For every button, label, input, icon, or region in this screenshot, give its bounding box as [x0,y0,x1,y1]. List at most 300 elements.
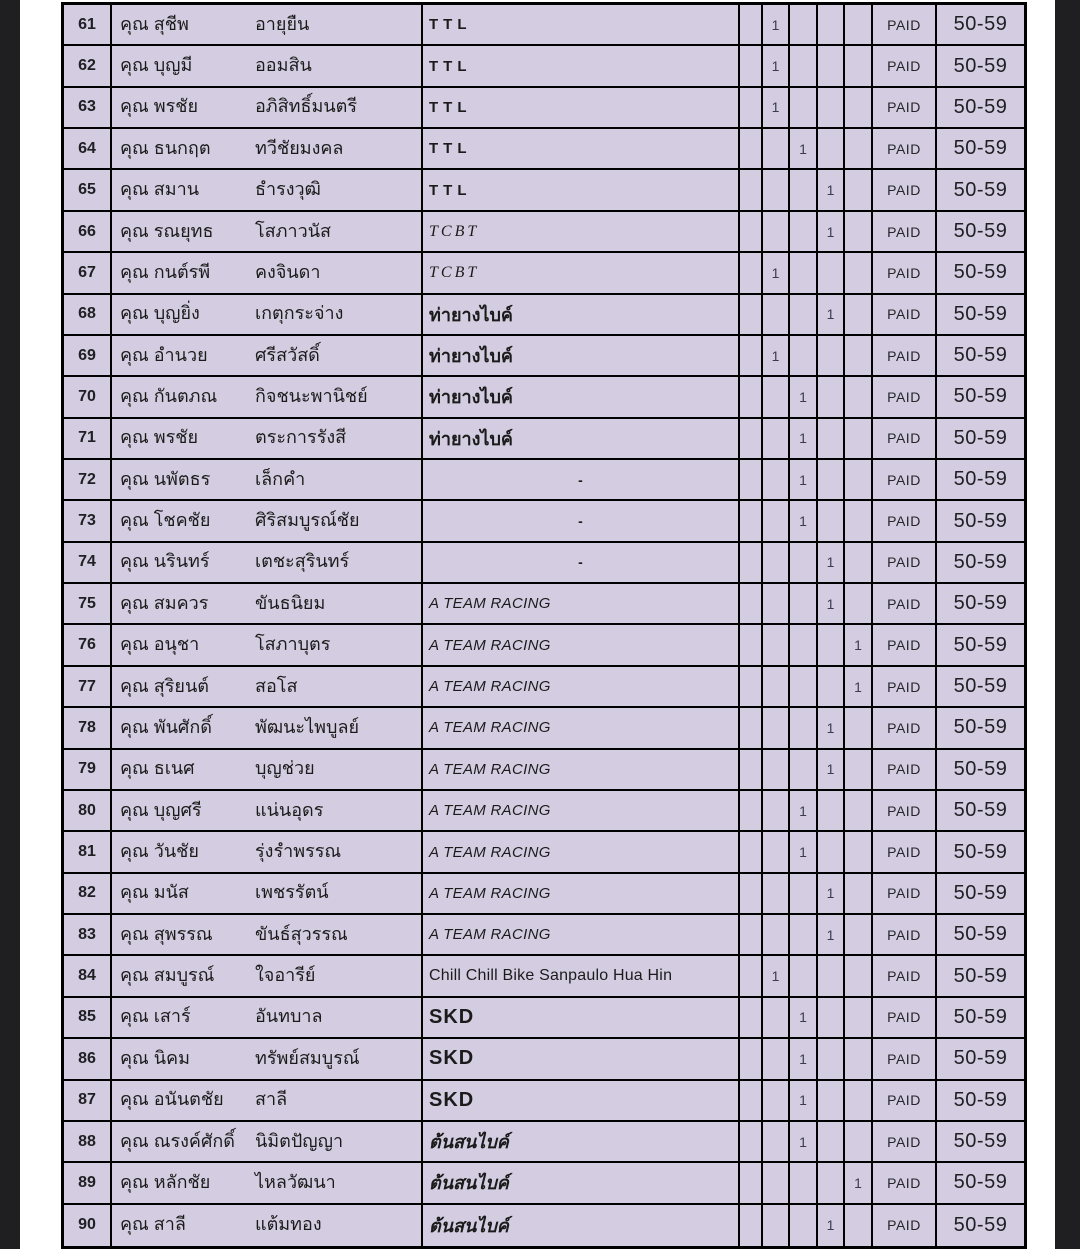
tick-cell [740,874,763,915]
tick-cell: 1 [763,336,790,377]
tick-cell [763,1039,790,1080]
last-name: ตระการรังสี [255,427,347,448]
tick-cell [740,708,763,749]
row-number-cell: 73 [64,501,112,542]
last-name: อันทบาล [255,1006,323,1027]
name-cell [112,915,423,956]
first-name: คุณ สมบูรณ์ [120,965,215,986]
age-group-cell: 50-59 [937,708,1024,749]
name-cell [112,253,423,294]
team-name-cell: A TEAM RACING [423,791,740,832]
paid-cell: PAID [873,956,937,997]
team-name-cell: TTL [423,129,740,170]
tick-cell [763,543,790,584]
age-group-cell: 50-59 [937,1205,1024,1246]
tick-cell: 1 [763,253,790,294]
tick-cell: 1 [845,667,873,708]
tick-cell [740,1039,763,1080]
tick-cell [818,419,845,460]
name-cell [112,501,423,542]
row-number-cell: 79 [64,750,112,791]
tick-cell [845,377,873,418]
tick-cell [790,667,818,708]
age-group-cell: 50-59 [937,419,1024,460]
first-name: คุณ อนุชา [120,634,200,655]
tick-cell [763,501,790,542]
first-name: คุณ วันชัย [120,841,199,862]
age-group-cell: 50-59 [937,667,1024,708]
first-name: คุณ กนต์รพี [120,261,211,282]
paid-cell: PAID [873,584,937,625]
last-name: เล็กคำ [255,468,306,489]
team-name-cell: A TEAM RACING [423,874,740,915]
tick-cell [818,1039,845,1080]
row-number-cell: 69 [64,336,112,377]
first-name: คุณ นิคม [120,1047,190,1068]
age-group-cell: 50-59 [937,5,1024,46]
tick-cell [740,501,763,542]
tick-cell [763,1163,790,1204]
tick-cell [763,377,790,418]
tick-cell [763,129,790,170]
tick-cell: 1 [818,750,845,791]
team-name-cell: A TEAM RACING [423,915,740,956]
last-name: อภิสิทธิ์มนตรี [255,96,358,117]
first-name: คุณ ณรงค์ศักดิ์ [120,1130,235,1151]
age-group-cell: 50-59 [937,1039,1024,1080]
tick-cell [763,915,790,956]
age-group-cell: 50-59 [937,832,1024,873]
tick-cell [818,1081,845,1122]
age-group-cell: 50-59 [937,874,1024,915]
tick-cell: 1 [845,625,873,666]
first-name: คุณ เสาร์ [120,1006,191,1027]
paid-cell: PAID [873,46,937,87]
name-cell [112,1122,423,1163]
tick-cell [763,667,790,708]
last-name: นิมิตปัญญา [255,1130,344,1151]
tick-cell: 1 [818,212,845,253]
age-group-cell: 50-59 [937,170,1024,211]
tick-cell [740,295,763,336]
paid-cell: PAID [873,998,937,1039]
tick-cell [740,170,763,211]
tick-cell [845,295,873,336]
name-cell [112,460,423,501]
tick-cell [763,170,790,211]
tick-cell [763,460,790,501]
first-name: คุณ พันศักดิ์ [120,717,212,738]
row-number-cell: 86 [64,1039,112,1080]
registration-table [61,2,1027,1249]
paid-cell: PAID [873,1122,937,1163]
team-name-cell: SKD [423,998,740,1039]
name-cell [112,708,423,749]
first-name: คุณ สุริยนต์ [120,675,209,696]
last-name: เตชะสุรินทร์ [255,551,350,572]
age-group-cell: 50-59 [937,1081,1024,1122]
tick-cell: 1 [790,1039,818,1080]
row-number-cell: 77 [64,667,112,708]
first-name: คุณ ธเนศ [120,758,195,779]
tick-cell [818,832,845,873]
row-number-cell: 82 [64,874,112,915]
tick-cell [740,336,763,377]
tick-cell [845,253,873,294]
tick-cell [740,832,763,873]
first-name: คุณ นรินทร์ [120,551,210,572]
tick-cell [763,1205,790,1246]
tick-cell [763,1081,790,1122]
tick-cell [790,915,818,956]
name-cell [112,212,423,253]
last-name: กิจชนะพานิชย์ [255,386,368,407]
tick-cell [763,295,790,336]
team-name-cell: ต้นสนไบค์ [423,1122,740,1163]
tick-cell [818,998,845,1039]
name-cell [112,295,423,336]
age-group-cell: 50-59 [937,295,1024,336]
tick-cell [763,212,790,253]
last-name: ศรีสวัสดิ์ [255,344,320,365]
team-name-cell: - [423,460,740,501]
tick-cell [845,1122,873,1163]
tick-cell [845,501,873,542]
row-number-cell: 76 [64,625,112,666]
paid-cell: PAID [873,791,937,832]
tick-cell [790,1163,818,1204]
age-group-cell: 50-59 [937,791,1024,832]
tick-cell [740,998,763,1039]
team-name-cell: ท่ายางไบค์ [423,377,740,418]
team-name-cell: SKD [423,1081,740,1122]
tick-cell [818,791,845,832]
name-cell [112,1039,423,1080]
tick-cell [790,212,818,253]
team-name-cell: ท่ายางไบค์ [423,336,740,377]
tick-cell [763,998,790,1039]
paid-cell: PAID [873,501,937,542]
last-name: สาลี [255,1089,288,1110]
tick-cell [845,874,873,915]
tick-cell [818,336,845,377]
first-name: คุณ สมาน [120,179,200,200]
paid-cell: PAID [873,832,937,873]
tick-cell [740,1081,763,1122]
name-cell [112,750,423,791]
paid-cell: PAID [873,253,937,294]
tick-cell [818,46,845,87]
row-number-cell: 75 [64,584,112,625]
name-cell [112,377,423,418]
team-name-cell: TCBT [423,212,740,253]
tick-cell [740,543,763,584]
first-name: คุณ อนันตชัย [120,1089,224,1110]
tick-cell [790,543,818,584]
team-name-cell: TCBT [423,253,740,294]
tick-cell [790,46,818,87]
tick-cell [740,750,763,791]
right-letterbox [1055,0,1080,1249]
last-name: ทวีชัยมงคล [255,137,344,158]
last-name: ขันธ์สุวรรณ [255,923,348,944]
tick-cell [763,419,790,460]
team-name-cell: ท่ายางไบค์ [423,295,740,336]
paid-cell: PAID [873,874,937,915]
paid-cell: PAID [873,750,937,791]
name-cell [112,832,423,873]
paid-cell: PAID [873,212,937,253]
age-group-cell: 50-59 [937,998,1024,1039]
tick-cell [740,377,763,418]
team-name-cell: A TEAM RACING [423,708,740,749]
paid-cell: PAID [873,88,937,129]
last-name: แต้มทอง [255,1214,322,1235]
team-name-cell: ต้นสนไบค์ [423,1205,740,1246]
name-cell [112,419,423,460]
paid-cell: PAID [873,5,937,46]
age-group-cell: 50-59 [937,956,1024,997]
age-group-cell: 50-59 [937,336,1024,377]
tick-cell [845,129,873,170]
first-name: คุณ อำนวย [120,344,208,365]
age-group-cell: 50-59 [937,460,1024,501]
tick-cell [818,129,845,170]
name-cell [112,1205,423,1246]
paid-cell: PAID [873,336,937,377]
team-name-cell: Chill Chill Bike Sanpaulo Hua Hin [423,956,740,997]
tick-cell [845,998,873,1039]
tick-cell: 1 [763,46,790,87]
tick-cell: 1 [818,1205,845,1246]
last-name: พัฒนะไพบูลย์ [255,717,360,738]
tick-cell [763,584,790,625]
age-group-cell: 50-59 [937,501,1024,542]
tick-cell: 1 [818,915,845,956]
row-number-cell: 88 [64,1122,112,1163]
tick-cell [763,750,790,791]
tick-cell: 1 [790,832,818,873]
tick-cell [790,956,818,997]
row-number-cell: 70 [64,377,112,418]
tick-cell [763,874,790,915]
last-name: ทรัพย์สมบูรณ์ [255,1047,360,1068]
name-cell [112,1081,423,1122]
tick-cell [740,584,763,625]
team-name-cell: SKD [423,1039,740,1080]
last-name: ใจอารีย์ [255,965,316,986]
row-number-cell: 87 [64,1081,112,1122]
last-name: โสภาบุตร [255,634,331,655]
name-cell [112,1163,423,1204]
last-name: โสภาวนัส [255,220,332,241]
row-number-cell: 61 [64,5,112,46]
paid-cell: PAID [873,915,937,956]
tick-cell: 1 [818,708,845,749]
tick-cell [845,419,873,460]
tick-cell [818,625,845,666]
tick-cell: 1 [790,419,818,460]
name-cell [112,667,423,708]
first-name: คุณ สาลี [120,1214,186,1235]
last-name: คงจินดา [255,261,321,282]
tick-cell [818,377,845,418]
tick-cell [845,791,873,832]
row-number-cell: 83 [64,915,112,956]
team-name-cell: TTL [423,88,740,129]
tick-cell: 1 [790,1122,818,1163]
first-name: คุณ นพัตธร [120,468,211,489]
tick-cell [740,129,763,170]
team-name-cell: TTL [423,5,740,46]
tick-cell [740,1205,763,1246]
team-name-cell: ต้นสนไบค์ [423,1163,740,1204]
tick-cell: 1 [818,584,845,625]
first-name: คุณ หลักชัย [120,1172,211,1193]
tick-cell [845,170,873,211]
name-cell [112,791,423,832]
tick-cell [790,88,818,129]
age-group-cell: 50-59 [937,88,1024,129]
tick-cell [845,708,873,749]
name-cell [112,956,423,997]
name-cell [112,46,423,87]
row-number-cell: 84 [64,956,112,997]
tick-cell [740,667,763,708]
tick-cell [740,915,763,956]
paid-cell: PAID [873,667,937,708]
age-group-cell: 50-59 [937,750,1024,791]
last-name: แน่นอุดร [255,799,324,820]
last-name: ศิริสมบูรณ์ชัย [255,510,360,531]
first-name: คุณ พรชัย [120,427,199,448]
row-number-cell: 65 [64,170,112,211]
last-name: บุญช่วย [255,758,315,779]
last-name: เกตุกระจ่าง [255,303,344,324]
tick-cell: 1 [845,1163,873,1204]
first-name: คุณ สุพรรณ [120,923,213,944]
tick-cell [740,46,763,87]
tick-cell [845,1039,873,1080]
tick-cell: 1 [790,377,818,418]
row-number-cell: 63 [64,88,112,129]
first-name: คุณ มนัส [120,882,189,903]
row-number-cell: 90 [64,1205,112,1246]
last-name: ไหลวัฒนา [255,1172,336,1193]
tick-cell [818,501,845,542]
row-number-cell: 71 [64,419,112,460]
tick-cell: 1 [790,501,818,542]
age-group-cell: 50-59 [937,625,1024,666]
tick-cell [845,460,873,501]
tick-cell: 1 [818,874,845,915]
paid-cell: PAID [873,295,937,336]
last-name: ขันธนิยม [255,592,326,613]
row-number-cell: 81 [64,832,112,873]
age-group-cell: 50-59 [937,377,1024,418]
age-group-cell: 50-59 [937,543,1024,584]
tick-cell [790,874,818,915]
first-name: คุณ โชคชัย [120,510,211,531]
tick-cell [845,5,873,46]
paid-cell: PAID [873,1205,937,1246]
tick-cell [740,956,763,997]
tick-cell [790,750,818,791]
age-group-cell: 50-59 [937,1163,1024,1204]
paid-cell: PAID [873,543,937,584]
paid-cell: PAID [873,1039,937,1080]
last-name: เพชรรัตน์ [255,882,329,903]
age-group-cell: 50-59 [937,46,1024,87]
tick-cell [763,708,790,749]
tick-cell [845,750,873,791]
tick-cell: 1 [763,5,790,46]
name-cell [112,584,423,625]
tick-cell [763,625,790,666]
tick-cell [818,253,845,294]
paid-cell: PAID [873,419,937,460]
row-number-cell: 89 [64,1163,112,1204]
tick-cell: 1 [790,460,818,501]
tick-cell [845,543,873,584]
left-letterbox [0,0,20,1249]
tick-cell [763,791,790,832]
age-group-cell: 50-59 [937,253,1024,294]
last-name: รุ่งรำพรรณ [255,841,342,862]
tick-cell [790,336,818,377]
row-number-cell: 80 [64,791,112,832]
first-name: คุณ สมควร [120,592,209,613]
tick-cell [740,5,763,46]
tick-cell [790,295,818,336]
tick-cell [845,915,873,956]
tick-cell [740,460,763,501]
tick-cell: 1 [818,543,845,584]
first-name: คุณ บุญมี [120,55,193,76]
tick-cell [845,46,873,87]
tick-cell: 1 [763,956,790,997]
team-name-cell: A TEAM RACING [423,750,740,791]
first-name: คุณ พรชัย [120,96,199,117]
tick-cell [740,791,763,832]
tick-cell [790,170,818,211]
row-number-cell: 85 [64,998,112,1039]
team-name-cell: - [423,543,740,584]
tick-cell [740,1163,763,1204]
tick-cell [790,625,818,666]
tick-cell [845,88,873,129]
tick-cell: 1 [790,129,818,170]
tick-cell [740,253,763,294]
tick-cell [790,708,818,749]
tick-cell [818,5,845,46]
tick-cell [845,1081,873,1122]
last-name: อายุยืน [255,13,310,34]
row-number-cell: 74 [64,543,112,584]
team-name-cell: A TEAM RACING [423,667,740,708]
paid-cell: PAID [873,129,937,170]
tick-cell: 1 [818,295,845,336]
row-number-cell: 62 [64,46,112,87]
name-cell [112,129,423,170]
tick-cell [845,832,873,873]
name-cell [112,625,423,666]
paid-cell: PAID [873,377,937,418]
first-name: คุณ สุชีพ [120,13,189,34]
team-name-cell: ท่ายางไบค์ [423,419,740,460]
tick-cell [740,625,763,666]
paid-cell: PAID [873,1163,937,1204]
